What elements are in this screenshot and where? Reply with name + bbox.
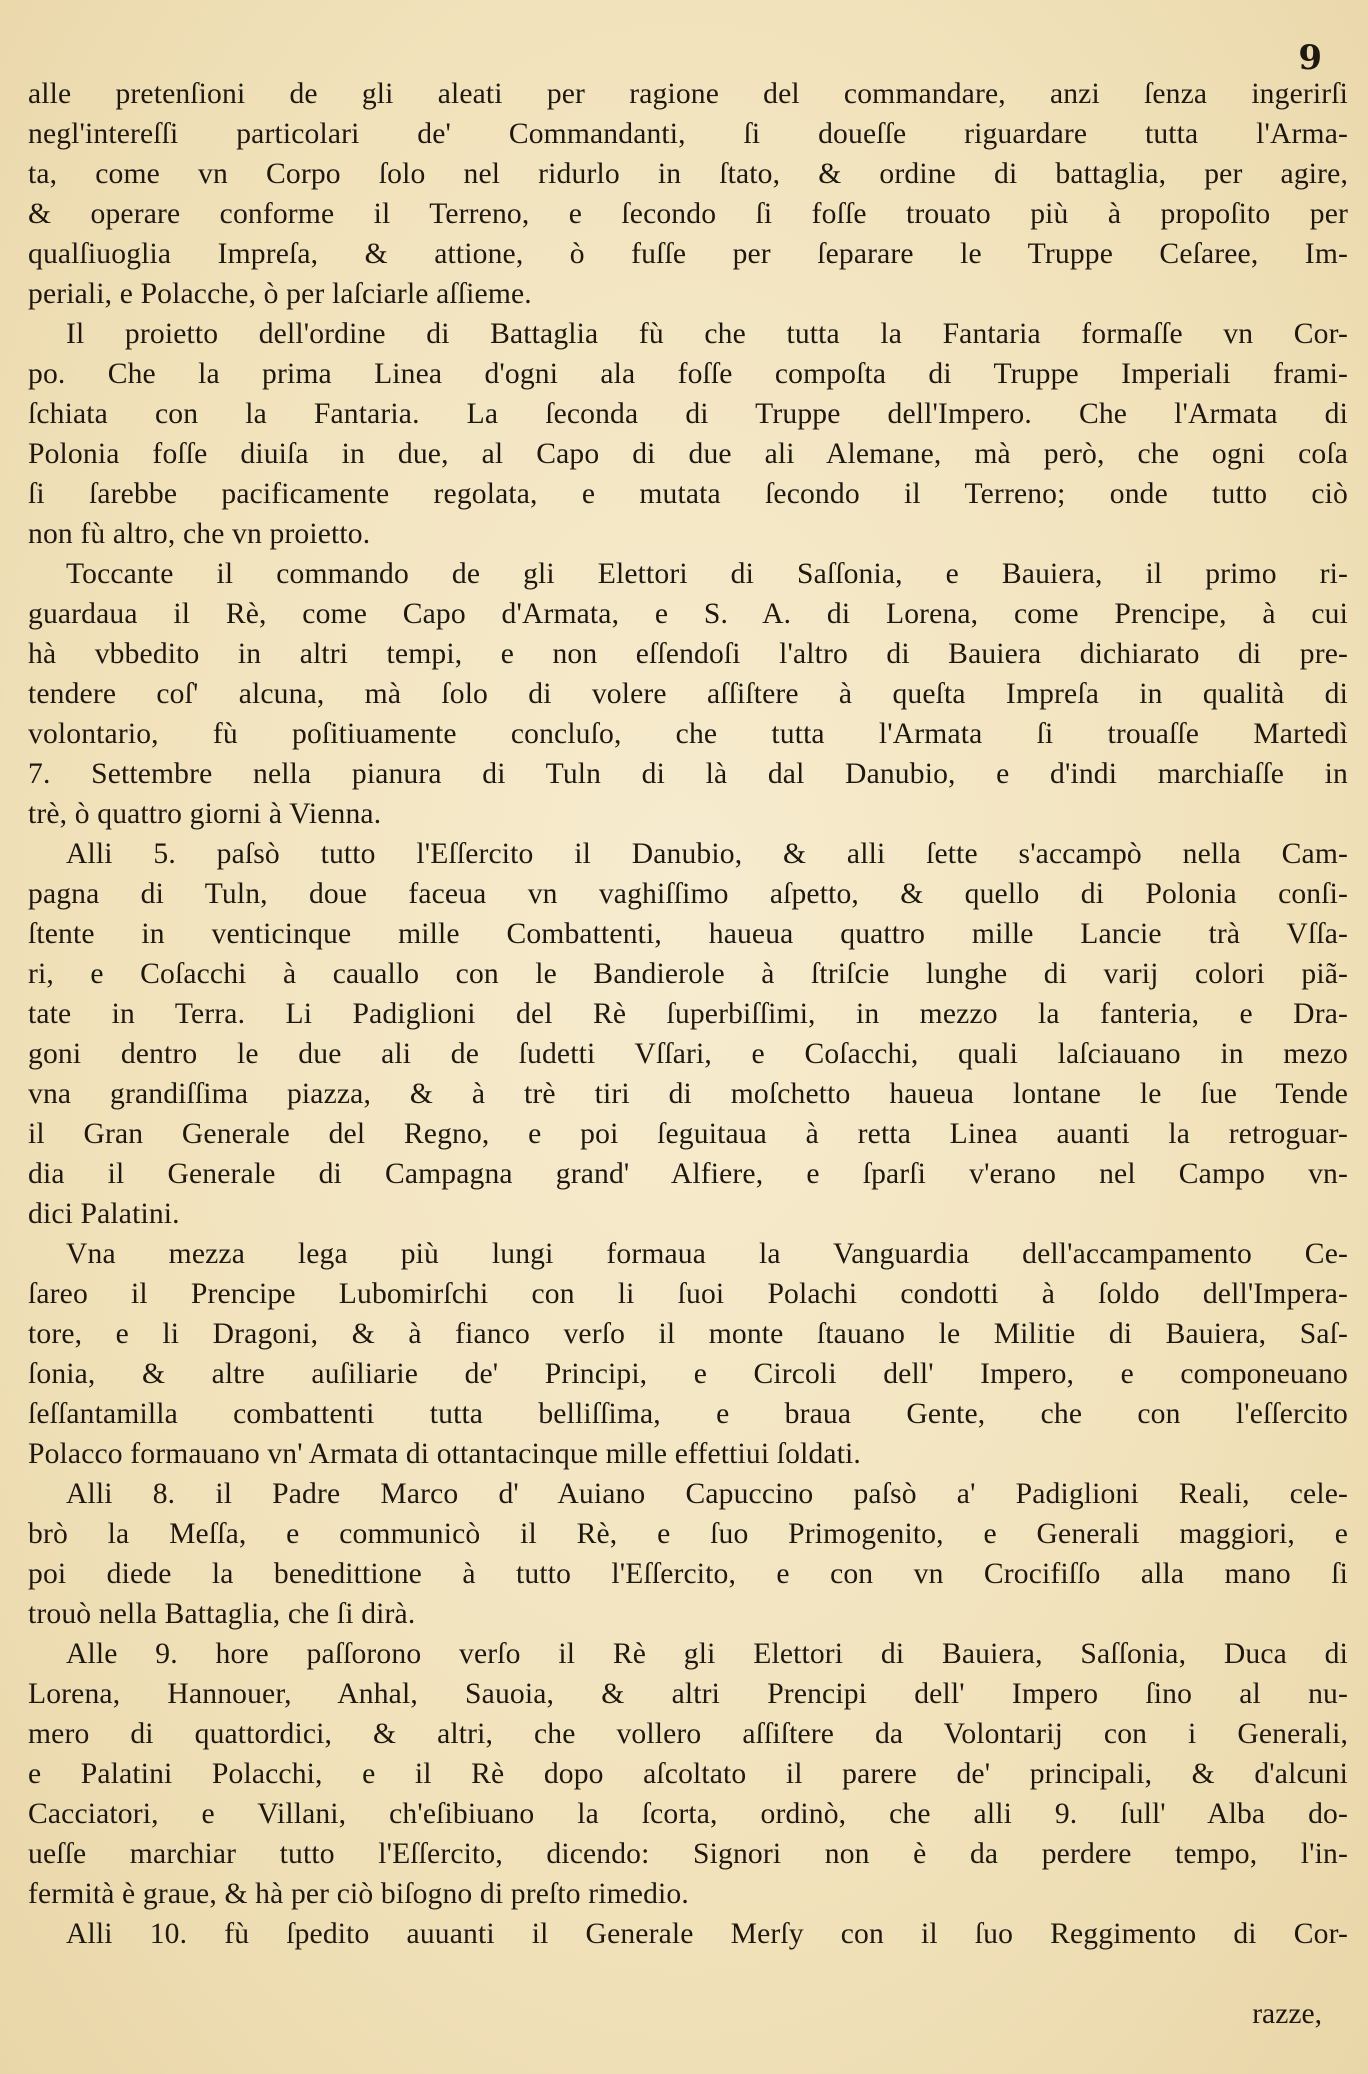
page-number: 9: [1298, 38, 1322, 78]
text-block: [28, 74, 1348, 1954]
text-line: tendere coſ' alcuna, mà ſolo di volere aſſiſtere à queſta Impreſa in qualità di: [28, 678, 1348, 710]
text-line: ſi ſarebbe pacificamente regolata, e mutata ſecondo il Terreno; onde tutto ciò: [28, 478, 1348, 510]
text-line: Polacco formauano vn' Armata di ottantacinque mille effettiui ſoldati.: [28, 1438, 861, 1470]
text-line: Cacciatori, e Villani, ch'eſibiuano la ſcorta, ordinò, che alli 9. ſull' Alba do-: [28, 1798, 1348, 1830]
text-line: hà vbbedito in altri tempi, e non eſſendoſi l'altro di Bauiera dichiarato di pre-: [28, 638, 1348, 670]
text-line: qualſiuoglia Impreſa, & attione, ò fuſſe per ſeparare le Truppe Ceſaree, Im-: [28, 238, 1348, 270]
text-line: Toccante il commando de gli Elettori di Saſſonia, e Bauiera, il primo ri-: [66, 558, 1348, 590]
text-line: tate in Terra. Li Padiglioni del Rè ſuperbiſſimi, in mezzo la fanteria, e Dra-: [28, 998, 1348, 1030]
text-line: volontario, fù poſitiuamente concluſo, che tutta l'Armata ſi trouaſſe Martedì: [28, 718, 1348, 750]
text-line: ſonia, & altre auſiliarie de' Principi, e Circoli dell' Impero, e componeuano: [28, 1358, 1348, 1390]
text-line: e Palatini Polacchi, e il Rè dopo aſcoltato il parere de' principali, & d'alcuni: [28, 1758, 1348, 1790]
text-line: periali, e Polacche, ò per laſciarle aſſieme.: [28, 278, 532, 310]
text-line: alle pretenſioni de gli aleati per ragione del commandare, anzi ſenza ingerirſi: [28, 78, 1348, 110]
text-line: ſchiata con la Fantaria. La ſeconda di Truppe dell'Impero. Che l'Armata di: [28, 398, 1348, 430]
text-line: Alli 5. paſsò tutto l'Eſſercito il Danubio, & alli ſette s'accampò nella Cam-: [66, 838, 1348, 870]
text-line: poi diede la benedittione à tutto l'Eſſercito, e con vn Crocifiſſo alla mano ſi: [28, 1558, 1348, 1590]
text-line: ri, e Coſacchi à cauallo con le Bandierole à ſtriſcie lunghe di varij colori piã-: [28, 958, 1348, 990]
text-line: pagna di Tuln, doue faceua vn vaghiſſimo aſpetto, & quello di Polonia conſi-: [28, 878, 1348, 910]
text-line: ſeſſantamilla combattenti tutta belliſſima, e braua Gente, che con l'eſſercito: [28, 1398, 1348, 1430]
text-line: il Gran Generale del Regno, e poi ſeguitaua à retta Linea auanti la retroguar-: [28, 1118, 1348, 1150]
text-line: fermità è graue, & hà per ciò biſogno di preſto rimedio.: [28, 1878, 689, 1910]
text-line: ſareo il Prencipe Lubomirſchi con li ſuoi Polachi condotti à ſoldo dell'Impera-: [28, 1278, 1348, 1310]
text-line: non fù altro, che vn proietto.: [28, 518, 371, 550]
text-line: Alli 8. il Padre Marco d' Auiano Capuccino paſsò a' Padiglioni Reali, cele-: [66, 1478, 1348, 1510]
text-line: goni dentro le due ali de ſudetti Vſſari, e Coſacchi, quali laſciauano in mezo: [28, 1038, 1348, 1070]
text-line: trouò nella Battaglia, che ſi dirà.: [28, 1598, 416, 1630]
text-line: po. Che la prima Linea d'ogni ala foſſe compoſta di Truppe Imperiali frami-: [28, 358, 1348, 390]
text-line: guardaua il Rè, come Capo d'Armata, e S. A. di Lorena, come Prencipe, à cui: [28, 598, 1348, 630]
text-line: vna grandiſſima piazza, & à trè tiri di moſchetto haueua lontane le ſue Tende: [28, 1078, 1348, 1110]
text-line: Alle 9. hore paſſorono verſo il Rè gli Elettori di Bauiera, Saſſonia, Duca di: [66, 1638, 1348, 1670]
text-line: ſtente in venticinque mille Combattenti, haueua quattro mille Lancie trà Vſſa-: [28, 918, 1348, 950]
text-line: Alli 10. fù ſpedito auuanti il Generale Merſy con il ſuo Reggimento di Cor-: [66, 1918, 1348, 1950]
text-line: & operare conforme il Terreno, e ſecondo ſi foſſe trouato più à propoſito per: [28, 198, 1348, 230]
text-line: trè, ò quattro giorni à Vienna.: [28, 798, 382, 830]
text-line: Lorena, Hannouer, Anhal, Sauoia, & altri Prencipi dell' Impero ſino al nu-: [28, 1678, 1348, 1710]
text-line: Vna mezza lega più lungi formaua la Vanguardia dell'accampamento Ce-: [66, 1238, 1348, 1270]
text-line: tore, e li Dragoni, & à fianco verſo il monte ſtauano le Militie di Bauiera, Saſ-: [28, 1318, 1348, 1350]
text-line: Il proietto dell'ordine di Battaglia fù che tutta la Fantaria formaſſe vn Cor-: [66, 318, 1348, 350]
catchword: razze,: [1252, 1998, 1322, 2030]
text-line: 7. Settembre nella pianura di Tuln di là dal Danubio, e d'indi marchiaſſe in: [28, 758, 1348, 790]
text-line: dici Palatini.: [28, 1198, 180, 1230]
text-line: Polonia foſſe diuiſa in due, al Capo di due ali Alemane, mà però, che ogni coſa: [28, 438, 1348, 470]
text-line: mero di quattordici, & altri, che vollero aſſiſtere da Volontarij con i Generali,: [28, 1718, 1348, 1750]
text-line: dia il Generale di Campagna grand' Alfiere, e ſparſi v'erano nel Campo vn-: [28, 1158, 1348, 1190]
text-line: negl'intereſſi particolari de' Commandanti, ſi doueſſe riguardare tutta l'Arma-: [28, 118, 1348, 150]
text-line: ueſſe marchiar tutto l'Eſſercito, dicendo: Signori non è da perdere tempo, l'in-: [28, 1838, 1348, 1870]
text-line: ta, come vn Corpo ſolo nel ridurlo in ſtato, & ordine di battaglia, per agire,: [28, 158, 1348, 190]
text-line: brò la Meſſa, e communicò il Rè, e ſuo Primogenito, e Generali maggiori, e: [28, 1518, 1348, 1550]
